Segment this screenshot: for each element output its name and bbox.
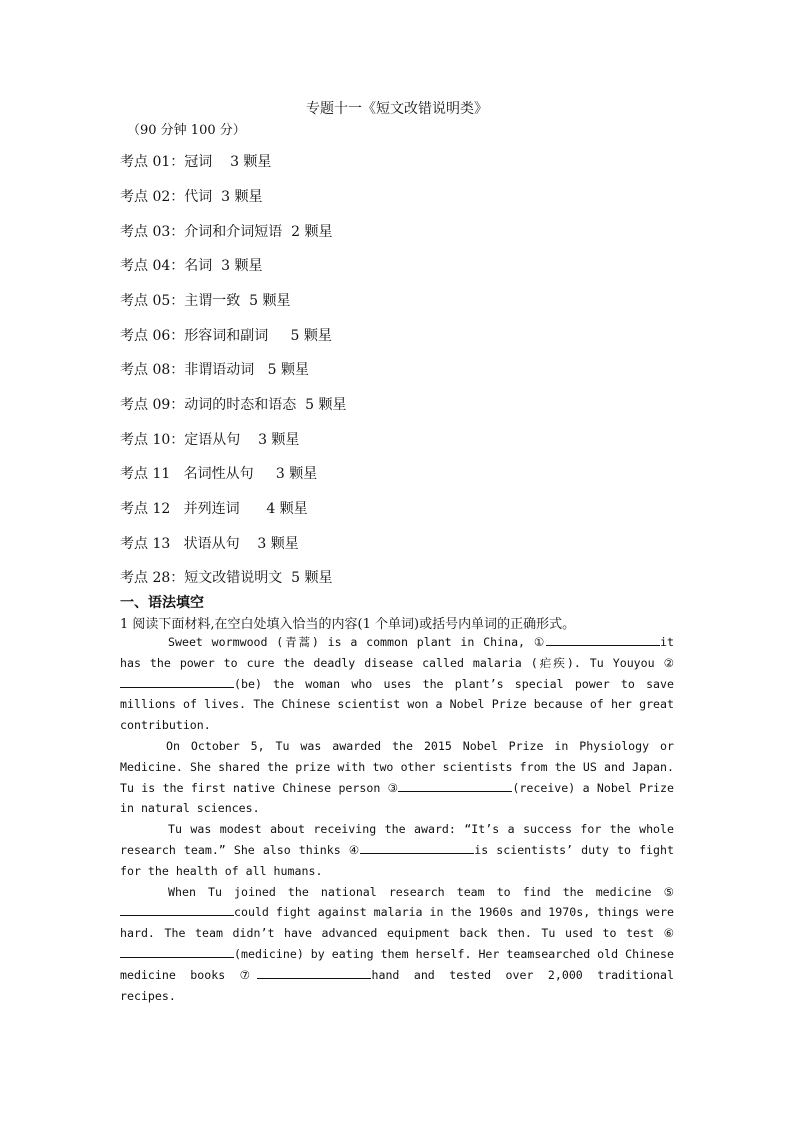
passage-paragraph-3 [120, 819, 674, 881]
exam-point-item: 考点 03：介词和介词短语 2 颗星 [120, 224, 333, 240]
exam-point-item: 考点 10：定语从句 3 颗星 [120, 432, 300, 448]
passage-text: Sweet wormwood (青蒿) is a common plant in China, [168, 635, 534, 649]
exam-point-item: 考点 13 状语从句 3 颗星 [120, 536, 299, 552]
exam-point-item: 考点 28：短文改错说明文 5 颗星 [120, 570, 333, 586]
exam-point-item: 考点 05：主谓一致 5 颗星 [120, 293, 291, 309]
exam-point-item: 考点 06：形容词和副词 5 颗星 [120, 328, 332, 344]
passage-text: it has the power to cure the deadly disease called malaria (疟疾). Tu Youyou [120, 635, 674, 670]
passage-text: (be) the woman who uses the plant’s special power to save millions of lives. The Chinese scientist won a Nobel Prize because of her great contribution. [120, 676, 674, 733]
passage-text: On October 5, Tu was awarded the 2015 Nobel Prize in Physiology or Medicine. She shared the prize with two other scientists from the US and Japan. Tu is the first native Chinese person [120, 738, 674, 795]
document-title: 专题十一《短文改错说明类》 [306, 101, 488, 117]
passage-paragraph-1 [120, 632, 674, 736]
answer-blank-5[interactable] [120, 903, 234, 916]
exam-point-item: 考点 12 并列连词 4 颗星 [120, 501, 308, 517]
passage-text: (receive) a Nobel Prize in natural sciences. [120, 780, 674, 816]
passage-text: Tu was modest about receiving the award: “It’s a success for the whole research team.” She also thinks [120, 822, 674, 857]
passage-paragraph-4 [120, 882, 674, 1007]
exam-point-item: 考点 09：动词的时态和语态 5 颗星 [120, 397, 347, 413]
answer-blank-7[interactable] [257, 966, 371, 979]
answer-blank-2[interactable] [120, 675, 234, 688]
blank-number: ⑥ [663, 926, 674, 941]
answer-blank-4[interactable] [360, 841, 474, 854]
answer-blank-6[interactable] [120, 945, 234, 958]
answer-blank-1[interactable] [546, 633, 660, 646]
passage-text: (medicine) by eating them herself. Her teamsearched old Chinese medicine books [120, 946, 674, 982]
section-heading: 一、语法填空 [120, 595, 204, 611]
exam-point-item: 考点 01：冠词 3 颗星 [120, 154, 272, 170]
blank-number: ⑤ [663, 884, 674, 899]
answer-blank-3[interactable] [398, 779, 512, 792]
passage-text: could fight against malaria in the 1960s and 1970s, things were hard. The team didn’t have advanced equipment back then. Tu used to test [120, 905, 674, 941]
reading-passage [120, 632, 674, 1006]
passage-text: When Tu joined the national research team to find the medicine [168, 884, 664, 899]
blank-number: ② [663, 655, 674, 670]
blank-number: ① [533, 635, 547, 649]
passage-text: is scientists’ duty to fight for the health of all humans. [120, 842, 674, 878]
question-instruction: 1 阅读下面材料,在空白处填入恰当的内容(1 个单词)或括号内单词的正确形式。 [120, 617, 576, 632]
passage-text: hand and tested over 2,000 traditional recipes. [120, 967, 675, 1003]
exam-point-item: 考点 02：代词 3 颗星 [120, 189, 263, 205]
blank-number: ⑦ [239, 967, 258, 982]
exam-point-item: 考点 08：非谓语动词 5 颗星 [120, 362, 309, 378]
exam-point-item: 考点 04：名词 3 颗星 [120, 258, 263, 274]
blank-number: ③ [387, 780, 399, 795]
passage-paragraph-2 [120, 736, 674, 819]
time-score-note: （90 分钟 100 分） [127, 123, 246, 138]
exam-point-item: 考点 11 名词性从句 3 颗星 [120, 466, 318, 482]
blank-number: ④ [348, 842, 361, 857]
